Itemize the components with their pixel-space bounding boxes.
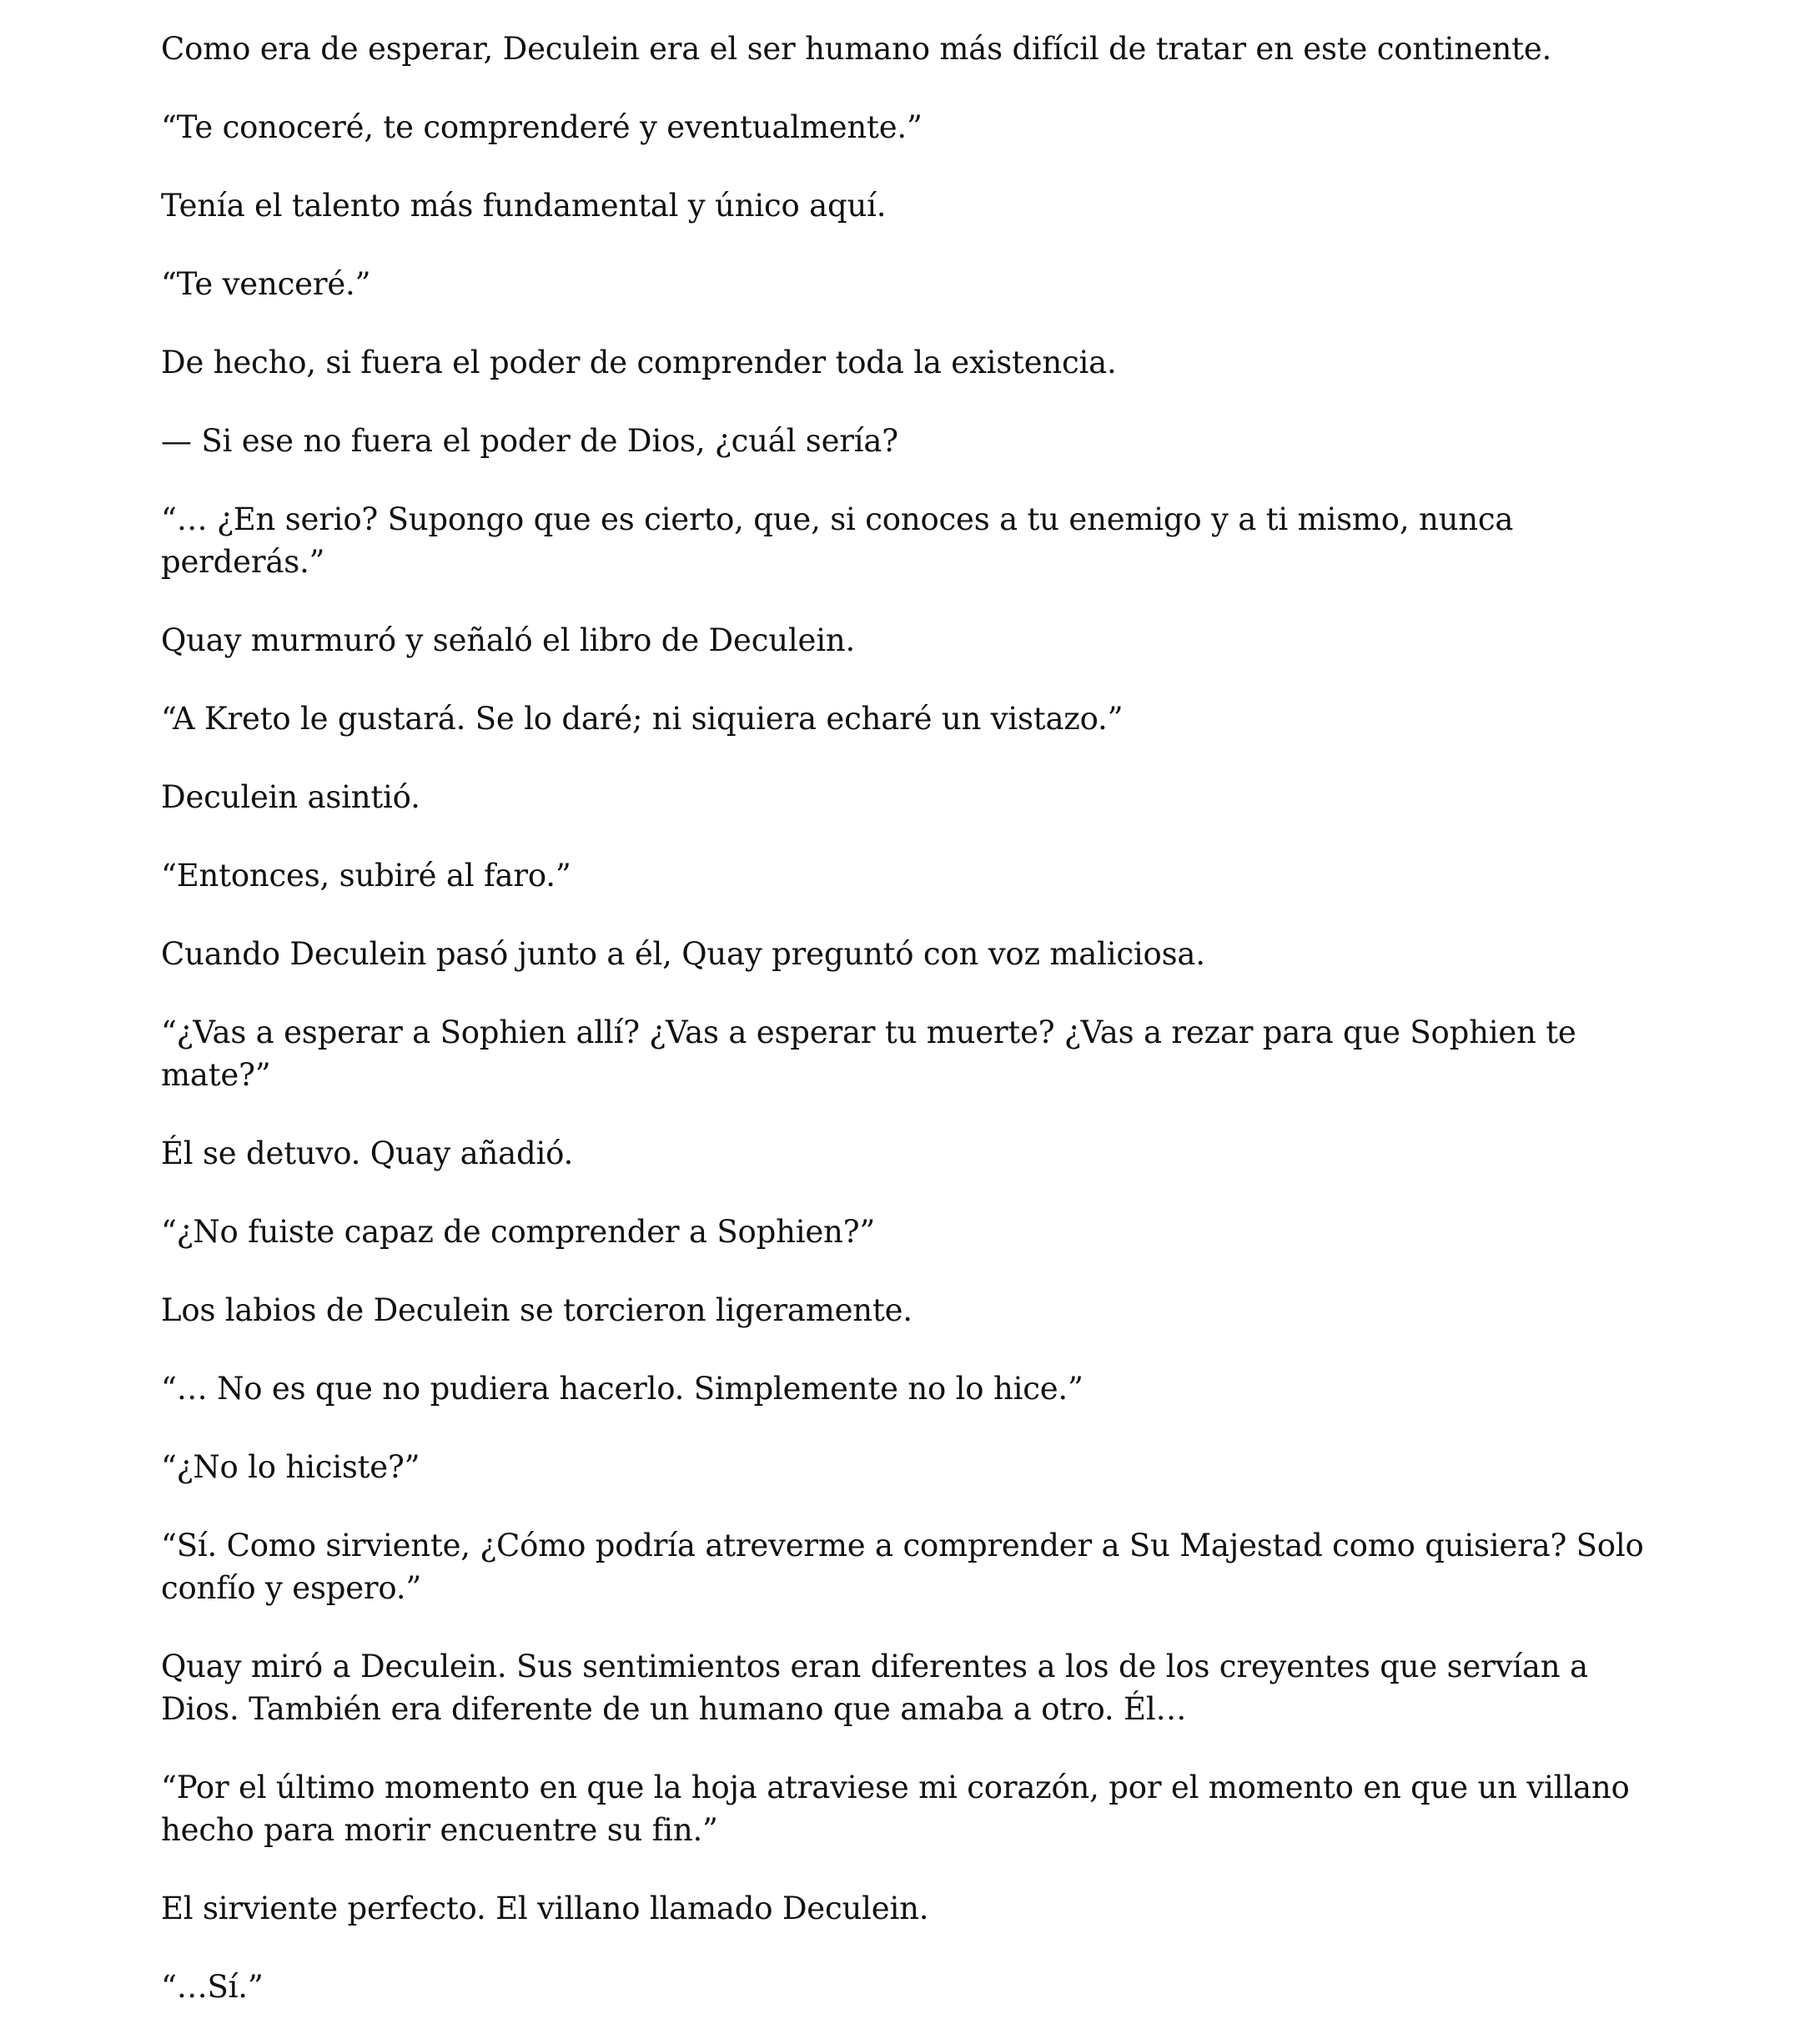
paragraph: “A Kreto le gustará. Se lo daré; ni siquiera echaré un vistazo.”: [161, 701, 1124, 737]
paragraph: Quay murmuró y señaló el libro de Deculein.: [161, 622, 856, 658]
paragraph: “…Sí.”: [161, 1969, 264, 2005]
document-page: [161, 28, 1662, 2044]
paragraph: “Por el último momento en que la hoja atraviese mi corazón, por el momento en que un villano hecho para morir encuentre su fin.”: [161, 1770, 1630, 1848]
paragraph: Deculein asintió.: [161, 779, 420, 815]
paragraph: Como era de esperar, Deculein era el ser humano más difícil de tratar en este continente.: [161, 31, 1552, 67]
paragraph: “Te conoceré, te comprenderé y eventualmente.”: [161, 109, 923, 145]
paragraph: “… No es que no pudiera hacerlo. Simplemente no lo hice.”: [161, 1371, 1083, 1407]
paragraph: “¿No fuiste capaz de comprender a Sophien?”: [161, 1214, 876, 1250]
paragraph: Los labios de Deculein se torcieron ligeramente.: [161, 1292, 913, 1328]
paragraph: “¿No lo hiciste?”: [161, 1449, 420, 1485]
paragraph: Cuando Deculein pasó junto a él, Quay preguntó con voz maliciosa.: [161, 936, 1205, 972]
paragraph: “¿Vas a esperar a Sophien allí? ¿Vas a esperar tu muerte? ¿Vas a rezar para que Sophien te mate?”: [161, 1014, 1576, 1093]
paragraph: El sirviente perfecto. El villano llamado Deculein.: [161, 1890, 929, 1926]
paragraph: Tenía el talento más fundamental y único aquí.: [161, 188, 887, 224]
paragraph: “Entonces, subiré al faro.”: [161, 858, 571, 894]
paragraph: “Te venceré.”: [161, 266, 371, 302]
paragraph: De hecho, si fuera el poder de comprender toda la existencia.: [161, 345, 1117, 380]
paragraph: “… ¿En serio? Supongo que es cierto, que, si conoces a tu enemigo y a ti mismo, nunca perderás.”: [161, 501, 1514, 580]
paragraph: — Si ese no fuera el poder de Dios, ¿cuál sería?: [161, 423, 898, 459]
paragraph: Él se detuvo. Quay añadió.: [161, 1135, 574, 1171]
paragraph: “Sí. Como sirviente, ¿Cómo podría atreverme a comprender a Su Majestad como quisiera? Solo confío y espero.”: [161, 1528, 1644, 1606]
paragraph: Quay miró a Deculein. Sus sentimientos eran diferentes a los de los creyentes que servían a Dios. También era diferente de un humano que amaba a otro. Él…: [161, 1649, 1588, 1727]
